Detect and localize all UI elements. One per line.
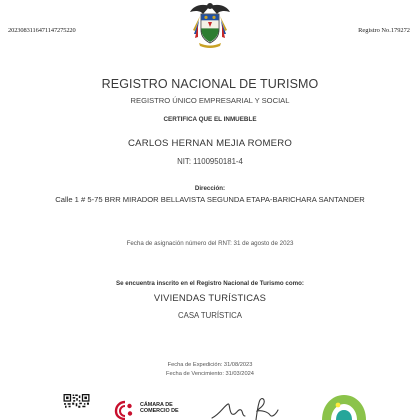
registered-subcategory: CASA TURÍSTICA (178, 311, 242, 320)
registered-category: VIVIENDAS TURÍSTICAS (153, 292, 267, 303)
qr-code-icon[interactable] (51, 394, 102, 420)
owner-name: CARLOS HERNAN MEJIA ROMERO (127, 138, 293, 149)
expiry-date: Fecha de Vencimiento: 31/03/2024 (166, 371, 254, 377)
expedition-date: Fecha de Expedición: 31/08/2023 (167, 362, 253, 368)
chamber-of-commerce-logo-icon (114, 400, 136, 420)
certifies-label: CERTIFICA QUE EL INMUEBLE (163, 116, 257, 123)
document-title: REGISTRO NACIONAL DE TURISMO (101, 77, 319, 91)
document-code: 20230831164711472752​20 (8, 27, 76, 34)
owner-nit: NIT: 1100950181-4 (177, 157, 243, 166)
document-subtitle: REGISTRO ÚNICO EMPRESARIAL Y SOCIAL (130, 96, 290, 105)
rnt-assignment-date: Fecha de asignación número del RNT: 31 de agosto de 2023 (126, 240, 294, 247)
colombia-coat-of-arms-icon (187, 0, 233, 48)
registration-sentence: Se encuentra inscrito en el Registro Nacional de Turismo como: (116, 280, 304, 287)
signature-icon (210, 396, 290, 420)
chamber-name-line-1: CÁMARA DE (140, 402, 173, 408)
address-label: Dirección: (194, 185, 226, 192)
chamber-of-commerce-name (140, 403, 179, 414)
address-value: Calle 1 # 5-75 BRR MIRADOR BELLAVISTA SEGUNDA ETAPA-BARICHARA SANTANDER (55, 195, 365, 204)
registry-number: Registro No.179272 (358, 27, 410, 34)
chamber-name-line-2: COMERCIO DE (140, 407, 179, 414)
tourism-seal-logo-icon (318, 393, 370, 420)
